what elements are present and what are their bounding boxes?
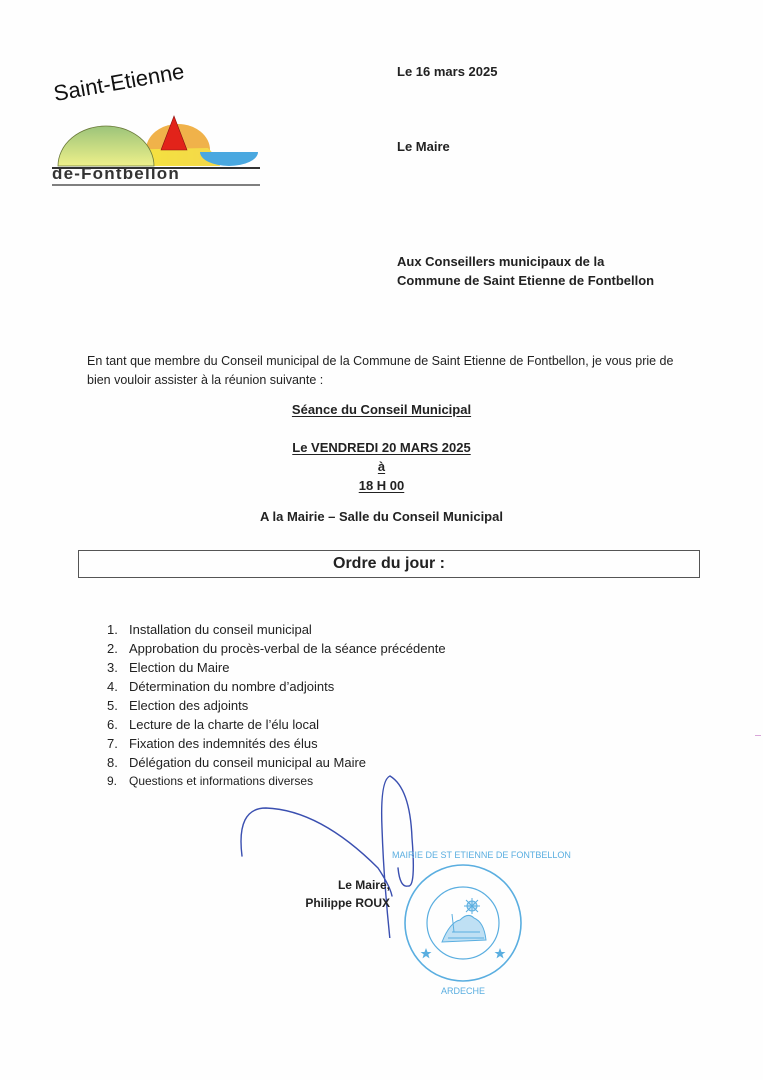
stamp-text-bottom: ARDECHE: [440, 986, 485, 996]
agenda-item-text: Installation du conseil municipal: [129, 622, 312, 637]
agenda-title-box: [78, 550, 700, 578]
meeting-date: Le VENDREDI 20 MARS 2025: [292, 440, 471, 455]
agenda-item-number: 4.: [107, 679, 118, 694]
agenda-item-number: 1.: [107, 622, 118, 637]
sender: Le Maire: [397, 139, 450, 154]
agenda-item-number: 7.: [107, 736, 118, 751]
agenda-item: [107, 715, 446, 734]
official-stamp: [402, 862, 524, 984]
agenda-item-text: Lecture de la charte de l’élu local: [129, 717, 320, 732]
logo-title-line1: Saint-Etienne: [51, 58, 187, 106]
intro-line: En tant que membre du Conseil municipal de la Commune de Saint Etienne de Fontbellon, je vous prie de: [87, 354, 674, 368]
signature-block: [250, 876, 390, 912]
signatory-title: Le Maire,: [337, 878, 390, 892]
agenda-item-number: 2.: [107, 641, 118, 656]
meeting-place: A la Mairie – Salle du Conseil Municipal: [260, 509, 503, 524]
recipient-line: Aux Conseillers municipaux de la: [397, 254, 605, 269]
agenda-item-number: 8.: [107, 755, 118, 770]
stamp-text-top: MAIRIE DE ST ETIENNE DE FONTBELLON: [392, 850, 571, 860]
agenda-item: [107, 677, 446, 696]
agenda-item: [107, 696, 446, 715]
agenda-item: [107, 734, 446, 753]
signatory-name: Philippe ROUX: [305, 896, 390, 910]
scan-margin-mark: [755, 735, 761, 736]
agenda-item: [107, 620, 446, 639]
agenda-item-text: Election du Maire: [129, 660, 230, 675]
agenda-item-number: 5.: [107, 698, 118, 713]
agenda-item-text: Election des adjoints: [129, 698, 249, 713]
agenda-item-text: Approbation du procès-verbal de la séance précédente: [129, 641, 446, 656]
stamp-emblem: [442, 898, 486, 942]
letter-date: Le 16 mars 2025: [397, 64, 498, 79]
intro-line: bien vouloir assister à la réunion suivante :: [87, 373, 324, 387]
logo-hill: [58, 126, 154, 166]
agenda-item-text: Délégation du conseil municipal au Maire: [129, 755, 367, 770]
meeting-time: 18 H 00: [358, 478, 405, 493]
agenda-item: [107, 658, 446, 677]
recipient-line: Commune de Saint Etienne de Fontbellon: [397, 273, 655, 288]
agenda-item-text: Fixation des indemnités des élus: [129, 736, 318, 751]
agenda-list: [107, 620, 446, 791]
logo-title-line2: de-Fontbellon: [52, 164, 180, 183]
agenda-item-text: Détermination du nombre d’adjoints: [129, 679, 335, 694]
agenda-title: Ordre du jour :: [333, 555, 445, 572]
agenda-item-text: Questions et informations diverses: [129, 774, 314, 788]
agenda-item: [107, 639, 446, 658]
recipient-block: [397, 252, 654, 290]
agenda-item-number: 6.: [107, 717, 118, 732]
agenda-item-number: 9.: [107, 774, 118, 788]
stamp-star-icon: [421, 948, 432, 958]
meeting-title: Séance du Conseil Municipal: [291, 402, 472, 417]
stamp-star-icon: [495, 948, 506, 958]
meeting-at: à: [377, 459, 386, 474]
agenda-item-number: 3.: [107, 660, 118, 675]
intro-paragraph: [87, 352, 737, 390]
